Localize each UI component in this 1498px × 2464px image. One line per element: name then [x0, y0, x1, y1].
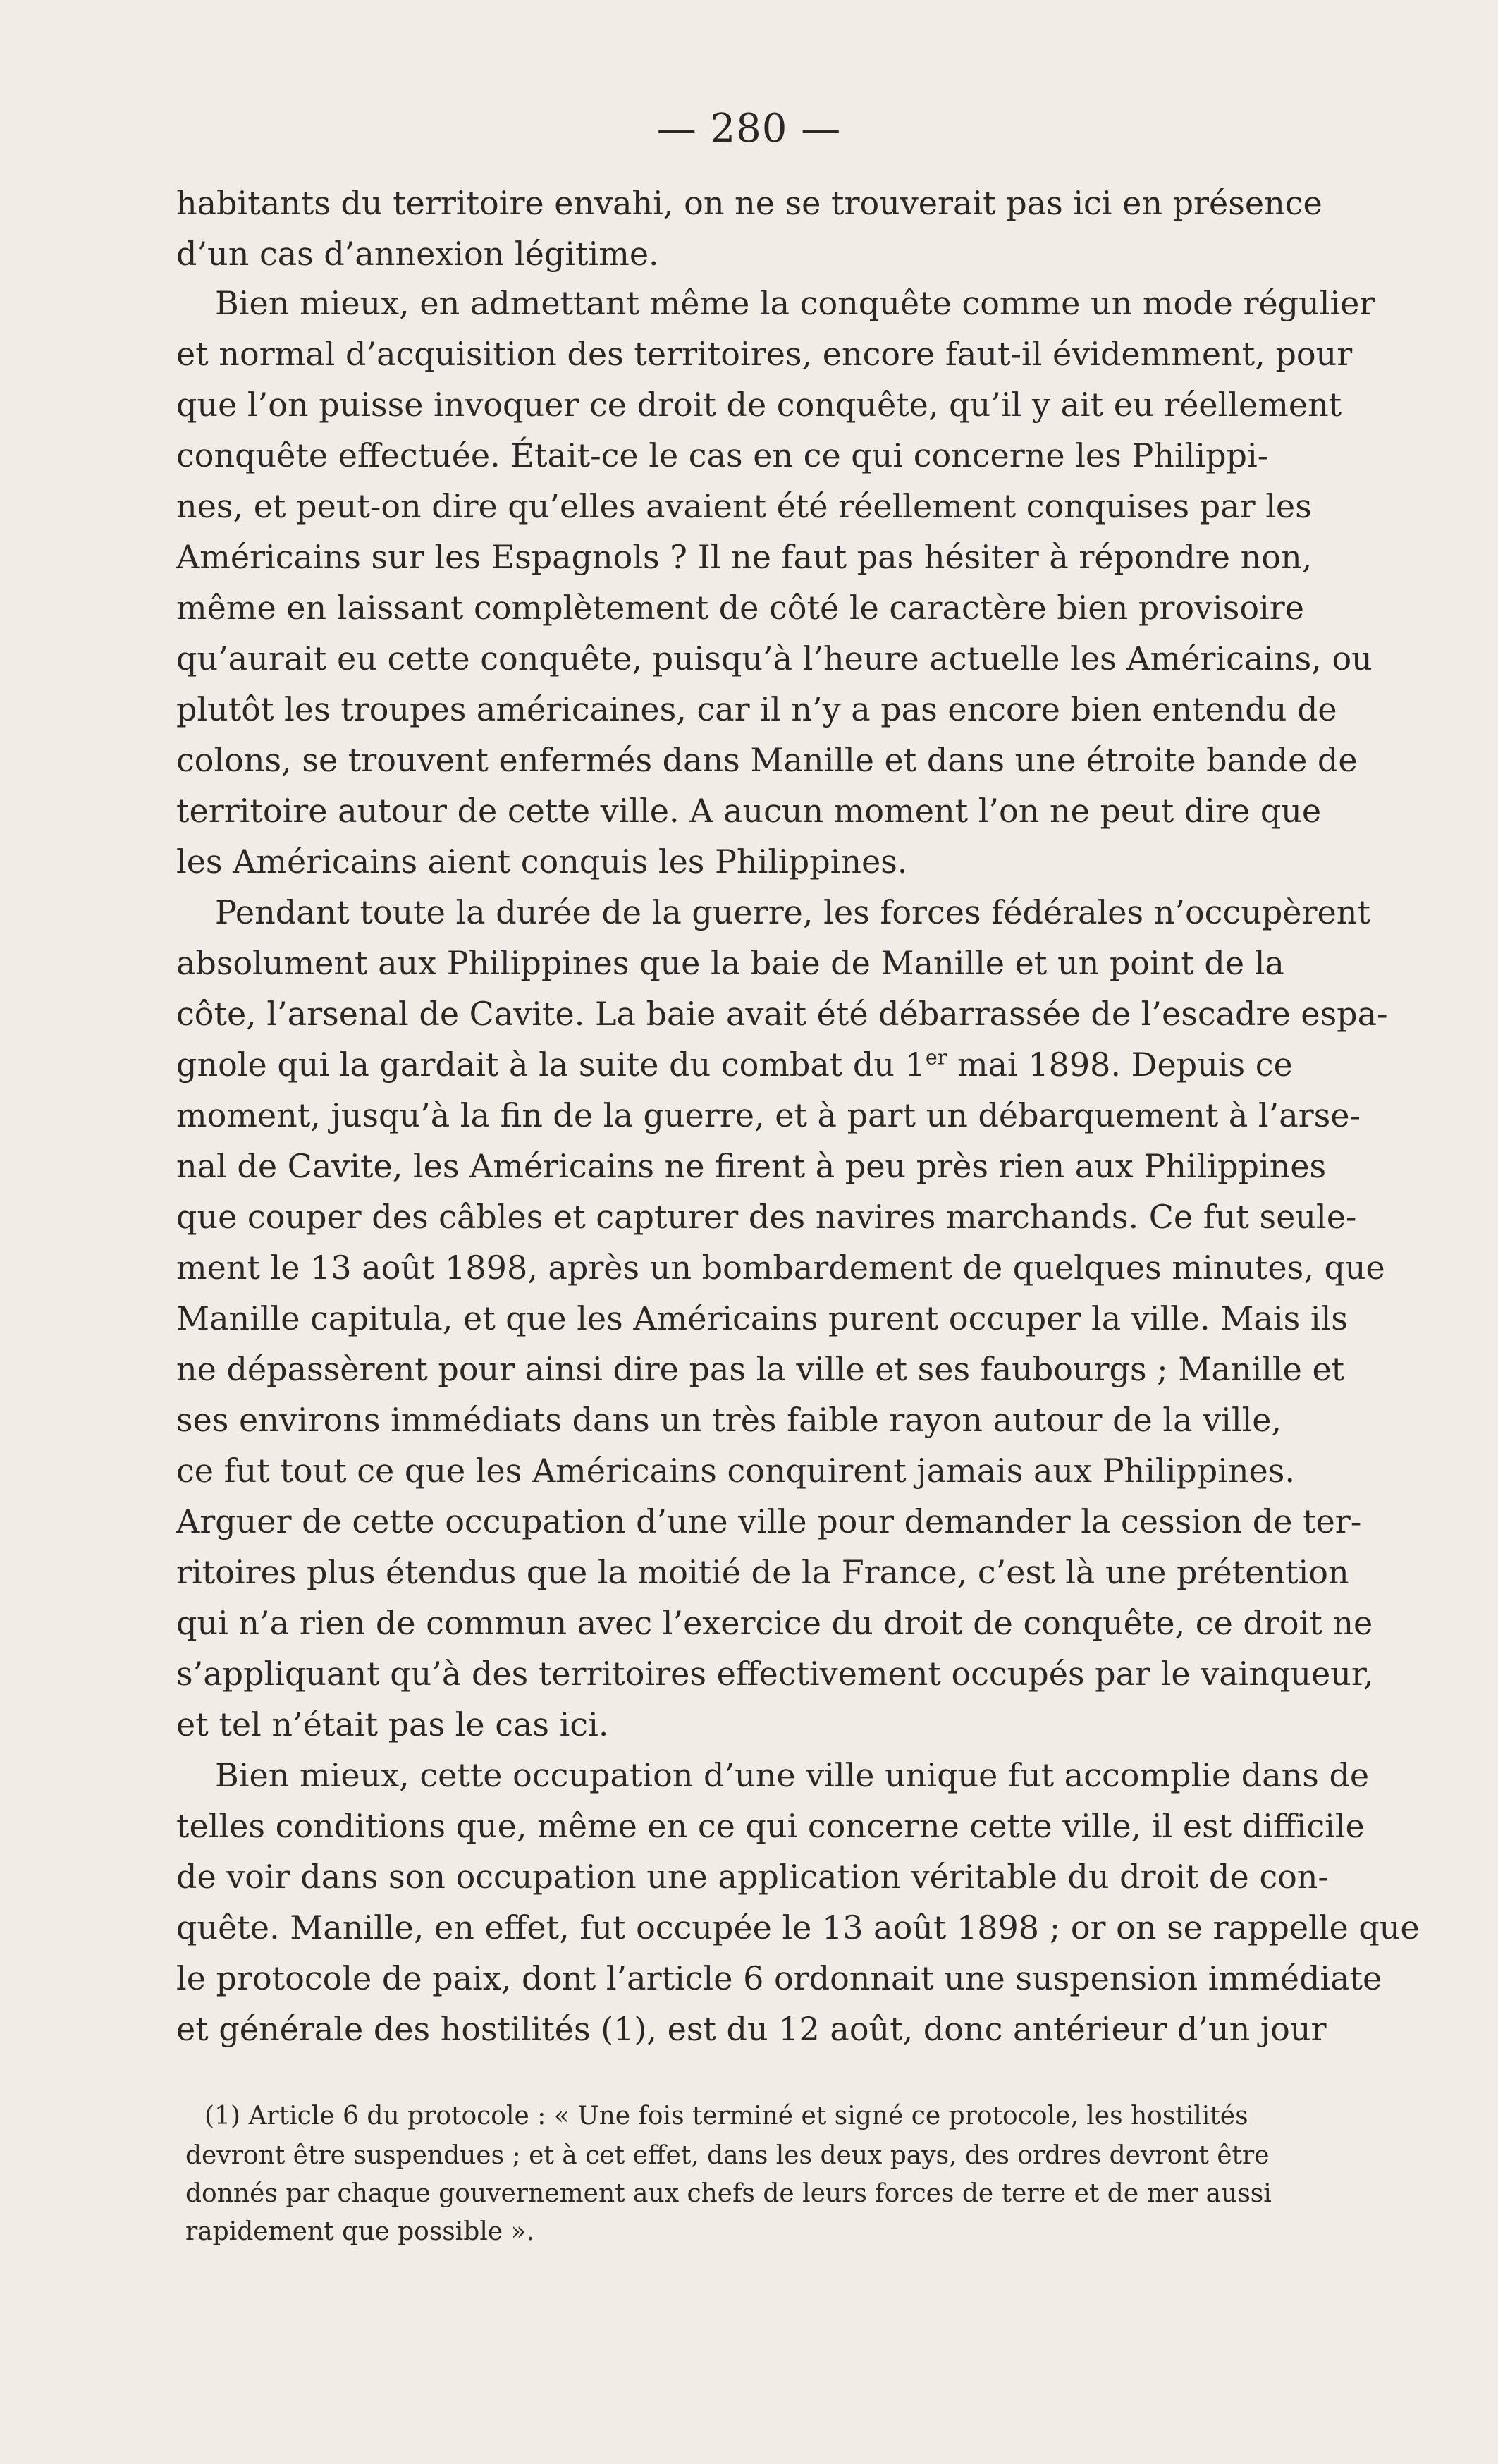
- text-line: territoire autour de cette ville. A aucun moment l’on ne peut dire que: [176, 792, 1322, 830]
- text-line: Pendant toute la durée de la guerre, les forces fédérales n’occupèrent: [215, 893, 1370, 931]
- text-line: même en laissant complètement de côté le caractère bien provisoire: [176, 589, 1304, 627]
- page-number: — 280 —: [656, 106, 842, 152]
- footnote-line: rapidement que possible ».: [185, 2217, 535, 2246]
- text-line: que l’on puisse invoquer ce droit de conquête, qu’il y ait eu réellement: [176, 386, 1342, 424]
- text-line: colons, se trouvent enfermés dans Manille et dans une étroite bande de: [176, 741, 1358, 779]
- text-line: et générale des hostilités (1), est du 12 août, donc antérieur d’un jour: [176, 2010, 1327, 2048]
- text-line: côte, l’arsenal de Cavite. La baie avait été débarrassée de l’escadre espa-: [176, 995, 1388, 1033]
- text-line: nal de Cavite, les Américains ne firent à peu près rien aux Philippines: [176, 1147, 1327, 1185]
- text-line-part: gnole qui la gardait à la suite du combat du 1: [176, 1046, 926, 1084]
- text-line: qui n’a rien de commun avec l’exercice du droit de conquête, ce droit ne: [176, 1604, 1373, 1642]
- text-line: et normal d’acquisition des territoires, encore faut-il évidemment, pour: [176, 335, 1353, 373]
- text-line: Bien mieux, cette occupation d’une ville unique fut accomplie dans de: [215, 1756, 1370, 1794]
- text-line: d’un cas d’annexion légitime.: [176, 235, 659, 273]
- ordinal-superscript: er: [925, 1046, 947, 1069]
- text-line: ses environs immédiats dans un très faible rayon autour de la ville,: [176, 1401, 1282, 1439]
- text-line: de voir dans son occupation une application véritable du droit de con-: [176, 1858, 1329, 1896]
- text-line: Arguer de cette occupation d’une ville pour demander la cession de ter-: [176, 1502, 1362, 1540]
- text-line: habitants du territoire envahi, on ne se trouverait pas ici en présence: [176, 184, 1322, 222]
- text-line: ritoires plus étendus que la moitié de la France, c’est là une prétention: [176, 1553, 1349, 1591]
- footnote-line: devront être suspendues ; et à cet effet, dans les deux pays, des ordres devront être: [185, 2141, 1270, 2170]
- text-line: s’appliquant qu’à des territoires effectivement occupés par le vainqueur,: [176, 1655, 1374, 1693]
- text-line: ne dépassèrent pour ainsi dire pas la ville et ses faubourgs ; Manille et: [176, 1350, 1345, 1388]
- text-line: que couper des câbles et capturer des navires marchands. Ce fut seule-: [176, 1198, 1357, 1236]
- text-line-part: mai 1898. Depuis ce: [947, 1046, 1293, 1084]
- text-line: le protocole de paix, dont l’article 6 ordonnait une suspension immédiate: [176, 1959, 1382, 1997]
- text-line: conquête effectuée. Était-ce le cas en ce qui concerne les Philippi-: [176, 436, 1269, 474]
- text-line: Bien mieux, en admettant même la conquête comme un mode régulier: [215, 284, 1375, 322]
- text-line: les Américains aient conquis les Philippines.: [176, 842, 908, 881]
- footnote-line: donnés par chaque gouvernement aux chefs de leurs forces de terre et de mer aussi: [185, 2179, 1272, 2208]
- text-line: ce fut tout ce que les Américains conquirent jamais aux Philippines.: [176, 1452, 1295, 1490]
- text-line: ment le 13 août 1898, après un bombardement de quelques minutes, que: [176, 1249, 1385, 1287]
- text-line: nes, et peut-on dire qu’elles avaient été réellement conquises par les: [176, 487, 1312, 525]
- text-line: Manille capitula, et que les Américains purent occuper la ville. Mais ils: [176, 1299, 1348, 1337]
- text-line: et tel n’était pas le cas ici.: [176, 1705, 609, 1743]
- footnote-line: (1) Article 6 du protocole : « Une fois terminé et signé ce protocole, les hostilités: [204, 2102, 1248, 2131]
- text-line: Américains sur les Espagnols ? Il ne faut pas hésiter à répondre non,: [176, 538, 1313, 576]
- text-line: telles conditions que, même en ce qui concerne cette ville, il est difficile: [176, 1807, 1365, 1845]
- text-line: moment, jusqu’à la fin de la guerre, et à part un débarquement à l’arse-: [176, 1096, 1361, 1134]
- text-line: plutôt les troupes américaines, car il n’y a pas encore bien entendu de: [176, 690, 1337, 728]
- text-line: [176, 1043, 1431, 1086]
- text-line: quête. Manille, en effet, fut occupée le 13 août 1898 ; or on se rappelle que: [176, 1908, 1420, 1947]
- text-line: absolument aux Philippines que la baie de Manille et un point de la: [176, 944, 1284, 982]
- text-line: qu’aurait eu cette conquête, puisqu’à l’heure actuelle les Américains, ou: [176, 639, 1373, 678]
